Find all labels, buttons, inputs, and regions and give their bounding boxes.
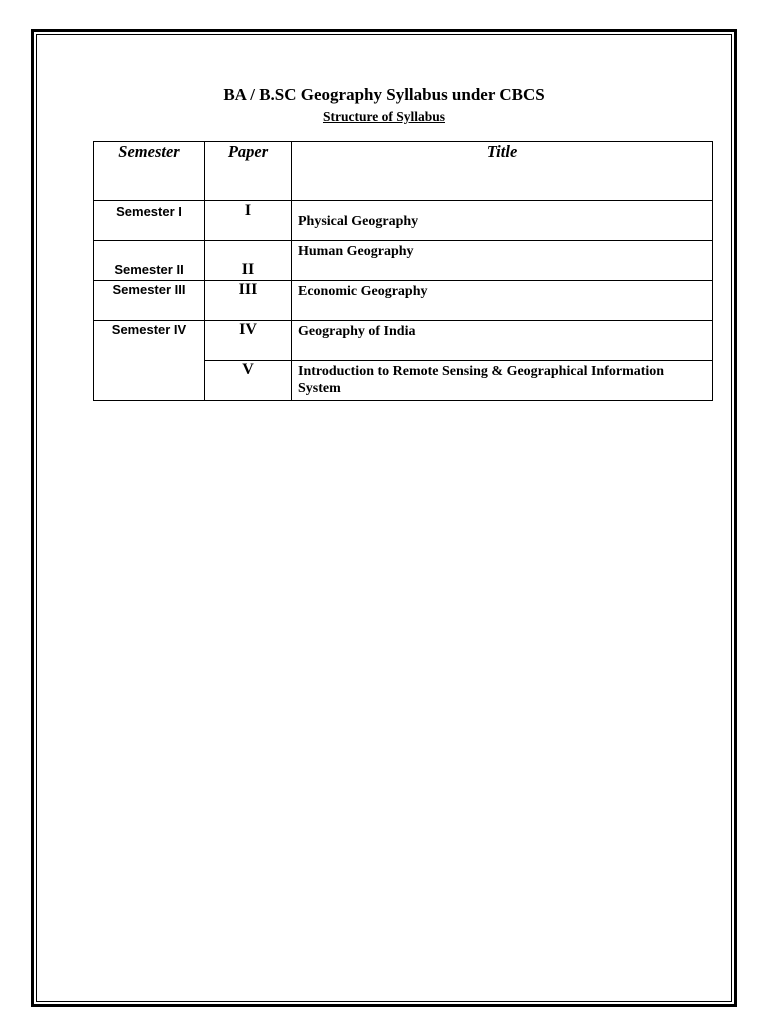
paper-cell: V <box>242 361 254 378</box>
paper-cell: III <box>238 281 258 298</box>
syllabus-table <box>93 141 713 401</box>
paper-cell: I <box>244 202 252 219</box>
title-cell: Geography of India <box>298 324 416 339</box>
header-title: Title <box>292 142 713 201</box>
header-semester: Semester <box>94 142 205 201</box>
table-row <box>94 201 713 241</box>
table-row <box>94 241 713 281</box>
title-cell: Economic Geography <box>298 284 428 299</box>
semester-cell: Semester II <box>114 262 184 277</box>
title-cell: Introduction to Remote Sensing & Geographical Information System <box>298 364 665 396</box>
semester-cell: Semester III <box>112 282 186 297</box>
semester-cell: Semester I <box>116 204 182 219</box>
document-title: BA / B.SC Geography Syllabus under CBCS <box>223 85 545 104</box>
table-row <box>94 321 713 361</box>
semester-cell: Semester IV <box>111 322 187 337</box>
title-cell: Physical Geography <box>298 214 419 229</box>
header-paper: Paper <box>205 142 292 201</box>
document-subtitle: Structure of Syllabus <box>322 109 445 124</box>
table-row <box>94 281 713 321</box>
title-cell: Human Geography <box>298 244 414 259</box>
paper-cell: II <box>241 261 255 278</box>
paper-cell: IV <box>239 321 257 338</box>
